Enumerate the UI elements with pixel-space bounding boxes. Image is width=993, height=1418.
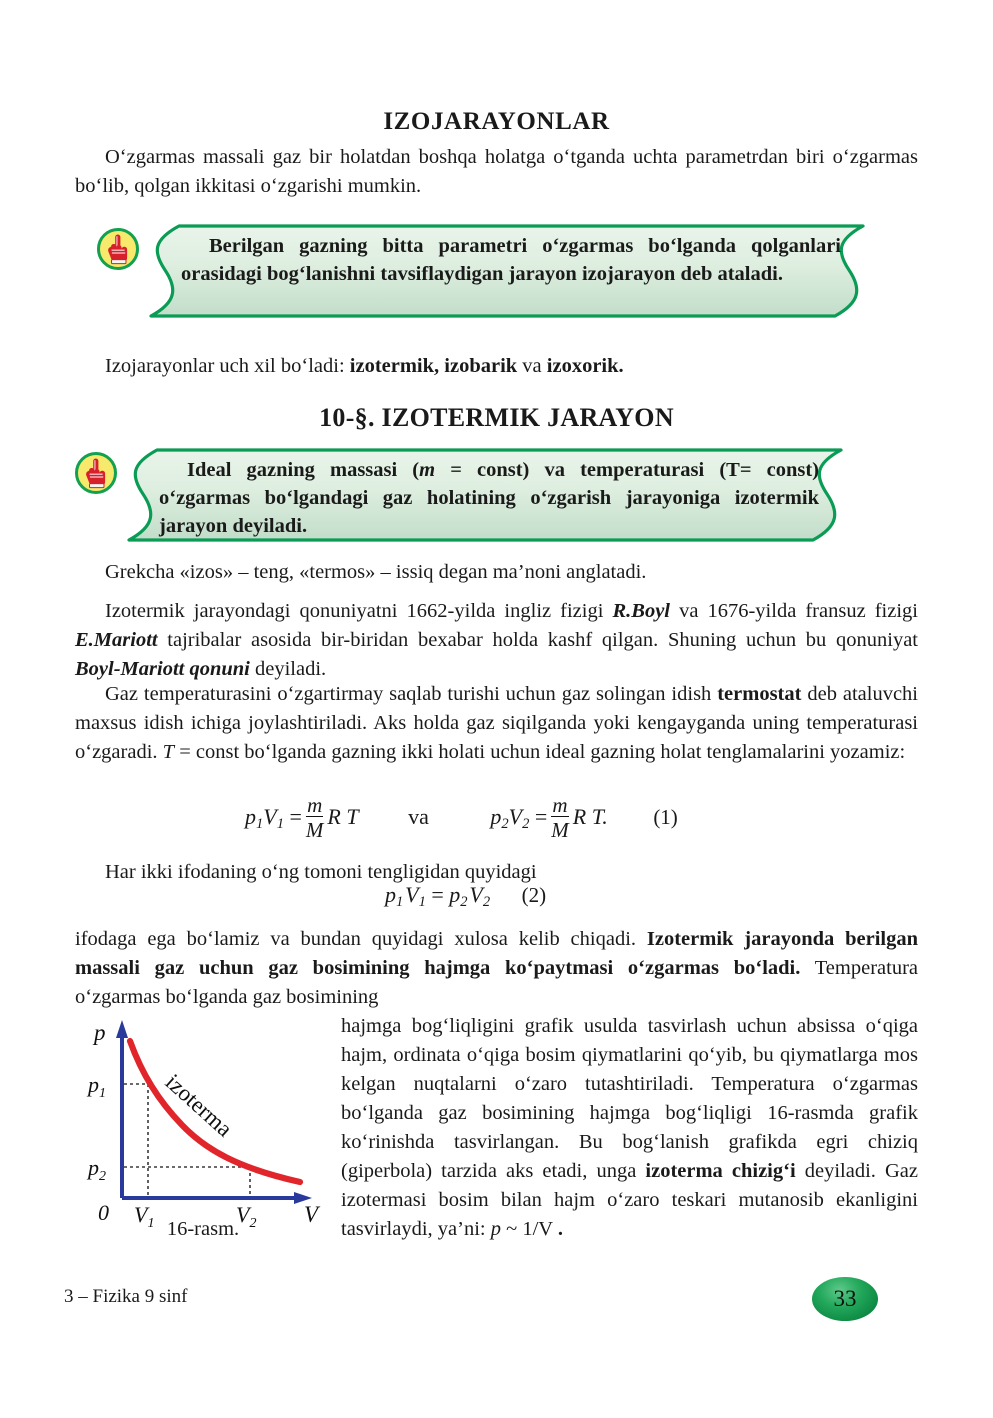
tick-label-p1: $p_1$ xyxy=(88,1072,106,1101)
eq1-number: (1) xyxy=(653,805,678,830)
eq1-numerator: m xyxy=(307,793,323,817)
termostat-part-2: deb ataluvchi maxsus idish ichiga joylashtiriladi. Aks holda gaz siqilganda yoki kengayganda uning temperaturasi o‘zgaradi. xyxy=(75,683,919,763)
discovery-part-1: Izotermik jarayondagi qonuniyatni 1662-yilda ingliz fizigi xyxy=(105,600,613,622)
discovery-part-4: deyiladi. xyxy=(249,658,327,680)
kinds-bold-2: izoxorik. xyxy=(546,355,624,377)
eq1-V1-sub: 1 xyxy=(276,816,284,833)
term-izoterma-chizigi: izoterma chizig‘i xyxy=(645,1160,796,1182)
term-termostat: termostat xyxy=(717,683,802,705)
eq2-V2-sub: 2 xyxy=(482,894,491,911)
eq1-fraction-m-over-M xyxy=(306,794,324,842)
eq2-number: (2) xyxy=(521,883,547,907)
termostat-part-1: Gaz temperaturasini o‘zgartirmay saqlab turishi uchun gaz solingan idish xyxy=(105,683,718,705)
kinds-bold-1: izotermik, izobarik xyxy=(349,355,518,377)
eq2-V1-sub: 1 xyxy=(418,894,426,911)
symbol-T: T xyxy=(162,741,175,763)
equation-2 xyxy=(75,882,918,911)
page-number: 33 xyxy=(833,1286,857,1311)
eq2-V1: V xyxy=(405,882,419,907)
intro-paragraph: O‘zgarmas massali gaz bir holatdan boshqa holatga o‘tganda uchta parametrdan biri o‘zgarmas bo‘lib, qolgan ikkitasi o‘zgarishi mumkin. xyxy=(75,146,918,197)
symbol-p: p xyxy=(490,1218,501,1240)
eq2-p2: p xyxy=(449,882,461,907)
wrap-period: . xyxy=(557,1218,563,1240)
har-ikki-paragraph: Har ikki ifodaning o‘ng tomoni tengligidan quyidagi xyxy=(105,861,537,883)
wrap-part-2: deyiladi. Gaz izotermasi bosim bilan hajm o‘zaro teskari mutanosib ekanligini tasvirlaydi, ya’ni: xyxy=(341,1160,918,1240)
eq1-RT: R T xyxy=(327,804,359,830)
eq1-equals-2: = xyxy=(534,804,548,830)
callout2-part1: Ideal gazning massasi ( xyxy=(187,459,420,481)
graph-description-paragraph xyxy=(341,1012,918,1244)
conclusion-bold-statement: Izotermik jarayonda berilgan massali gaz uchun gaz bosimining hajmga ko‘paytmasi o‘zgarmas bo‘ladi. xyxy=(75,928,918,979)
discovery-part-2: va 1676-yilda fransuz fizigi xyxy=(670,600,918,622)
wrap-part-3: ~ 1/V xyxy=(500,1218,558,1240)
eq1-equals: = xyxy=(289,804,302,830)
conclusion-part-1: ifodaga ega bo‘lamiz va bundan quyidagi xulosa kelib chiqadi. xyxy=(75,928,647,950)
wrap-part-1: hajmga bog‘liqligini grafik usulda tasvirlash uchun absissa o‘qiga hajm, ordinata o‘qiga bosim qiymatlarini qo‘yib, bu qiymatlarga mos kelgan nuqtalarni o‘zaro tutashtiriladi. Temperatura o‘zgarmas bo‘lganda gaz bosimining hajmga bog‘liqligi 16-rasmda grafik ko‘rinishda tasvirlangan. Bu bog‘lanish grafikda egri chiziq (giperbola) tarzida aks etadi, unga xyxy=(341,1015,918,1182)
eq2-p1: p xyxy=(385,882,396,907)
eq1-V2-sub: 2 xyxy=(522,816,530,833)
eq1-RT-2: R T. xyxy=(572,804,608,830)
section-title: 10-§. IZOTERMIK JARAYON xyxy=(319,403,674,432)
kinds-lead: Izojarayonlar uch xil bo‘ladi: xyxy=(105,355,350,377)
eq2-V2: V xyxy=(469,882,483,907)
eq1-V1: V xyxy=(263,804,277,830)
eq1-denominator: M xyxy=(305,818,324,843)
eq1-p2: p xyxy=(490,804,502,830)
scientist-name-mariotte: E.Mariott xyxy=(75,629,158,651)
termostat-paragraph xyxy=(75,680,918,767)
discovery-part-3: tajribalar asosida bir-biridan bexabar holda kashf qilgan. Shuning uchun bu qonuniyat xyxy=(157,629,918,651)
definition-callout-1 xyxy=(97,224,872,318)
eq1-fraction-m-over-M-2 xyxy=(551,794,569,842)
eq1-p1: p xyxy=(245,804,256,830)
termostat-part-3: = const bo‘lganda gazning ikki holati uchun ideal gazning holat tenglamalarini yozamiz: xyxy=(174,741,906,763)
eq1-conjunction: va xyxy=(408,804,429,830)
page-title: IZOJARAYONLAR xyxy=(383,108,610,135)
equation-1 xyxy=(75,795,918,843)
callout-text-2 xyxy=(159,456,819,540)
discovery-paragraph xyxy=(75,597,918,684)
page-number-badge xyxy=(812,1277,878,1321)
eq1-denominator-2: M xyxy=(551,818,569,843)
callout-text-1: Berilgan gazning bitta parametri o‘zgarmas bo‘lganda qolganlari orasidagi bog‘lanishni tavsiflaydigan jarayon izojarayon deb ataladi. xyxy=(181,235,841,285)
axis-label-p: p xyxy=(94,1020,106,1045)
eq1-p1-sub: 1 xyxy=(256,816,264,833)
tick-label-V1: $V_1$ xyxy=(134,1202,155,1231)
figure-caption: 16-rasm. xyxy=(166,1218,240,1240)
origin-label: 0 xyxy=(98,1200,109,1225)
definition-callout-2 xyxy=(75,448,850,542)
axis-label-V: V xyxy=(304,1202,319,1227)
pointing-hand-icon xyxy=(97,228,139,270)
eq2-equals: = xyxy=(431,882,444,907)
eq1-numerator-2: m xyxy=(552,793,568,817)
tick-label-V2: $V_2$ xyxy=(236,1202,257,1231)
conclusion-part-2: Temperatura o‘zgarmas bo‘lganda gaz bosimining xyxy=(75,957,918,1008)
eq2-p1-sub: 1 xyxy=(396,894,404,911)
eq1-p2-sub: 2 xyxy=(501,816,509,833)
kinds-mid: va xyxy=(517,355,547,377)
callout2-part2: = const) va temperaturasi (T= const) o‘zgarmas bo‘lgandagi gaz holatining o‘zgarish jarayoniga izotermik jarayon deyiladi. xyxy=(159,459,819,537)
tick-label-p2: $p_2$ xyxy=(88,1155,106,1184)
greek-origin-paragraph: Grekcha «izos» – teng, «termos» – issiq degan ma’noni anglatadi. xyxy=(105,561,647,583)
eq1-V2: V xyxy=(508,804,523,830)
callout2-italic-m: m xyxy=(419,459,436,481)
eq2-p2-sub: 2 xyxy=(460,894,468,911)
conclusion-paragraph xyxy=(75,925,918,1012)
isoprocess-kinds-paragraph xyxy=(75,352,918,381)
curve-label-izoterma: izoterma xyxy=(160,1069,238,1142)
scientist-name-boyle: R.Boyl xyxy=(612,600,671,622)
pointing-hand-icon xyxy=(75,452,117,494)
footer-book-label: 3 – Fizika 9 sinf xyxy=(64,1286,188,1307)
law-name-boyle-mariotte: Boyl-Mariott qonuni xyxy=(75,658,250,680)
